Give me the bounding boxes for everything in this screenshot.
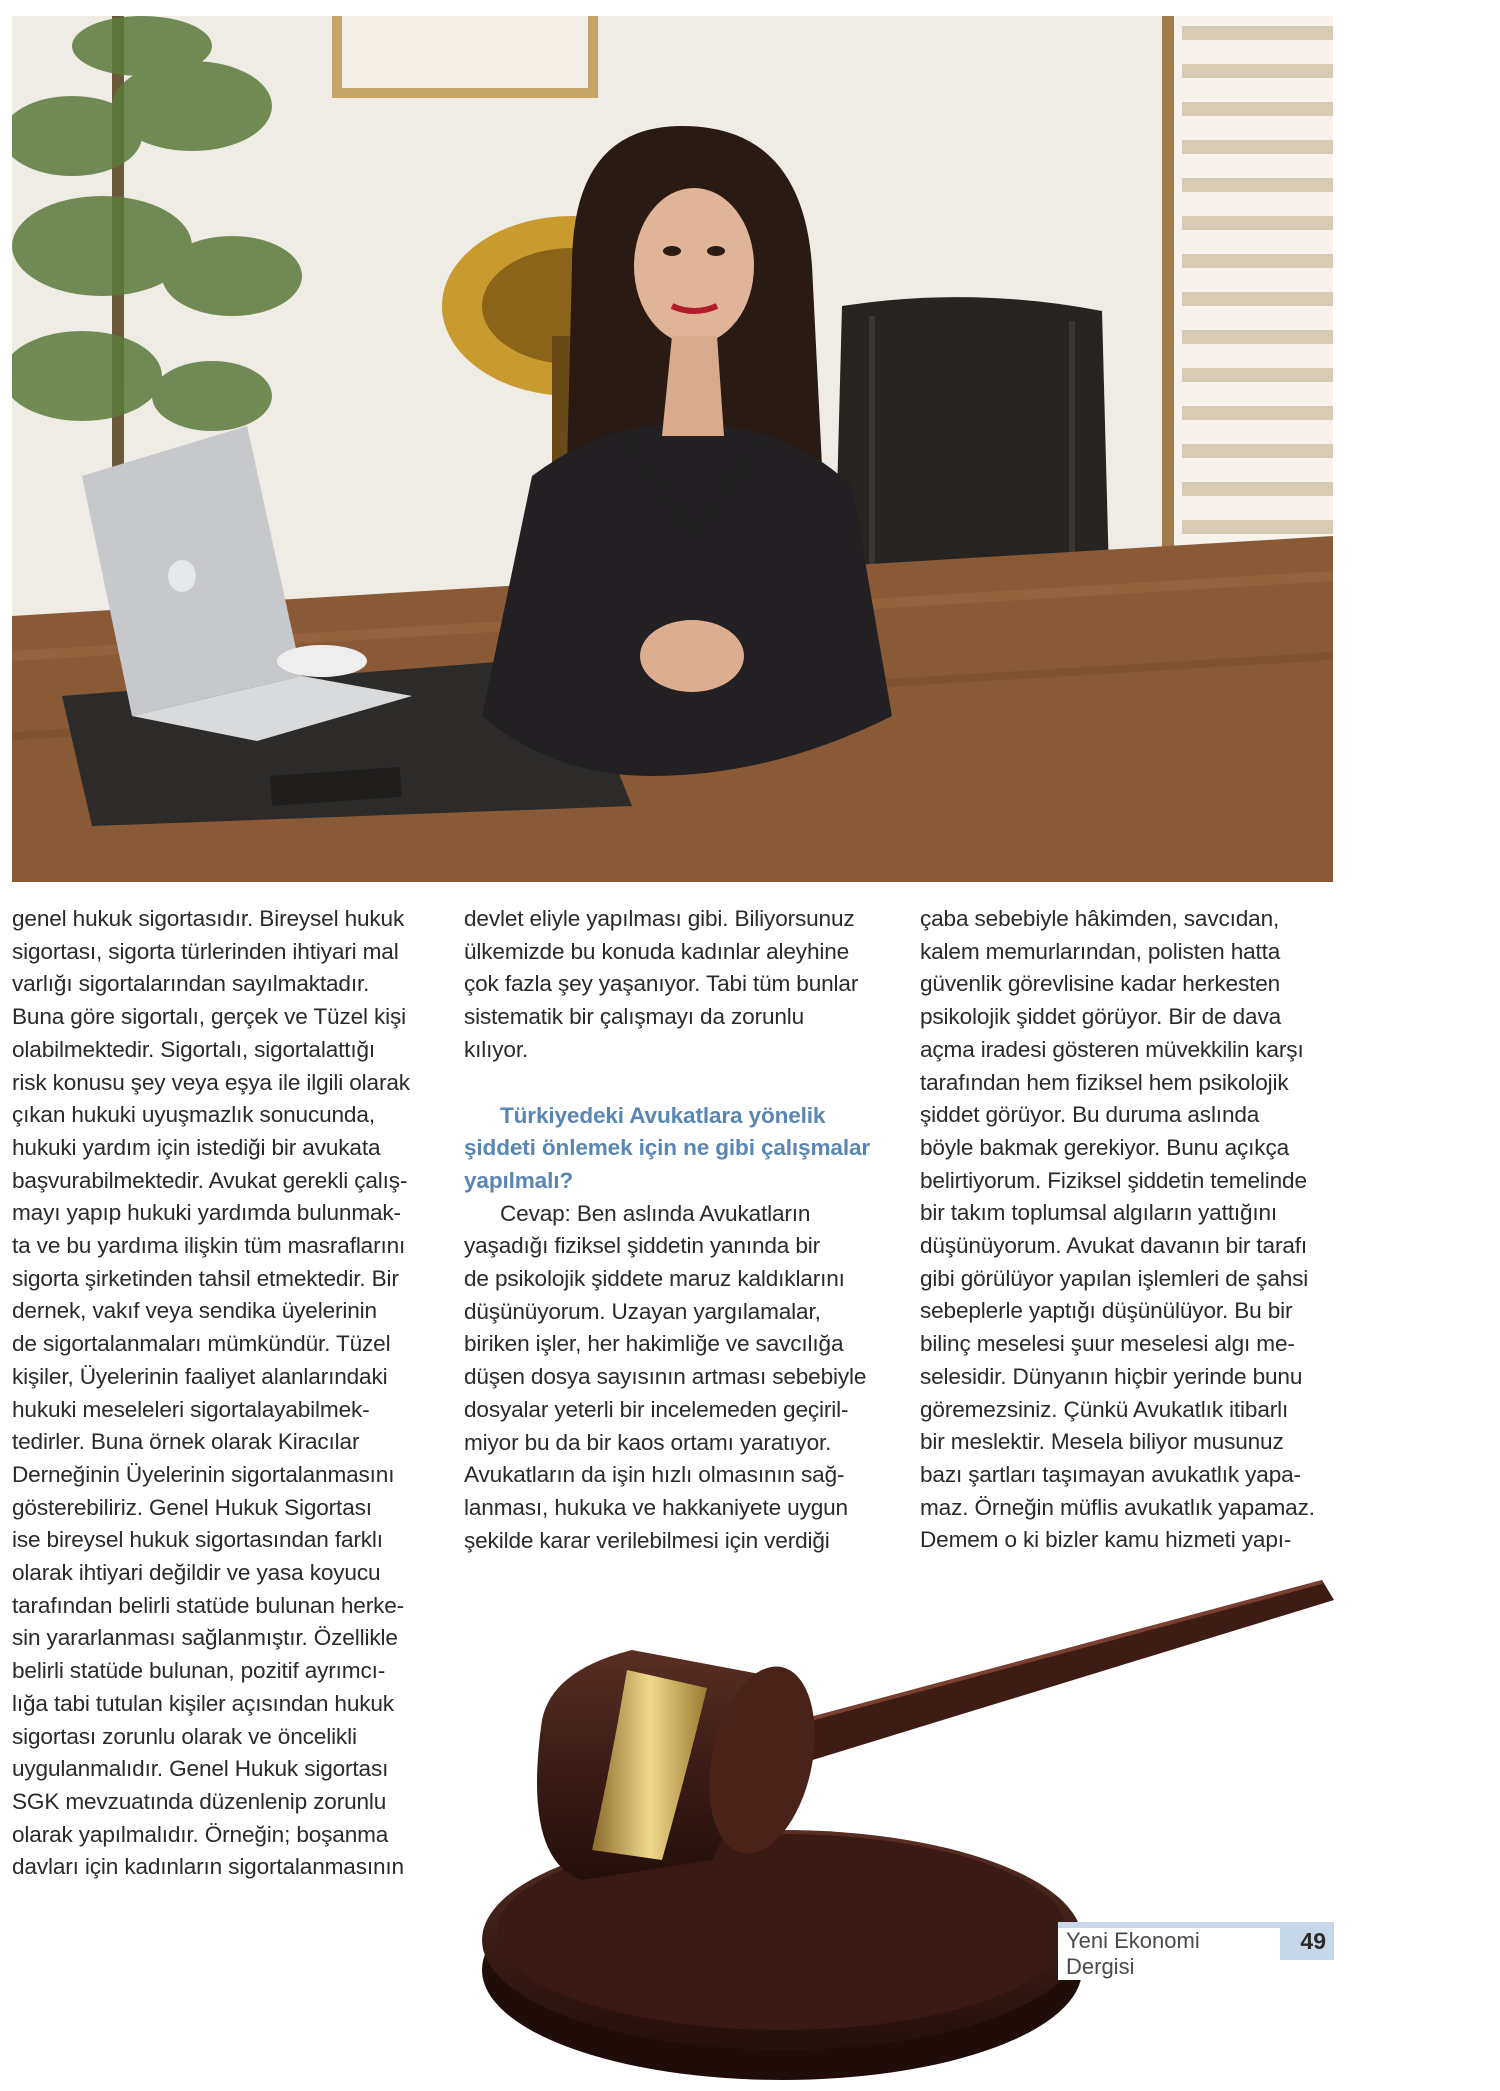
answer-line: biriken işler, her hakimliğe ve savcılığa	[464, 1331, 844, 1357]
body-line: varlığı sigortalarından sayılmaktadır.	[12, 971, 370, 997]
body-line: olarak ihtiyari değildir ve yasa koyucu	[12, 1560, 381, 1586]
body-line: kişiler, Üyelerinin faaliyet alanlarındaki	[12, 1363, 388, 1389]
answer-line: dosyalar yeterli bir incelemeden geçiril-	[464, 1396, 849, 1422]
body-line: Demem o ki bizler kamu hizmeti yapı-	[920, 1527, 1292, 1553]
body-line: tarafından hem fiziksel hem psikolojik	[920, 1069, 1289, 1095]
gavel-icon	[462, 1560, 1342, 2086]
answer-line: Cevap: Ben aslında Avukatların	[500, 1200, 811, 1226]
question-line: Türkiyedeki Avukatlara yönelik	[500, 1102, 826, 1128]
body-line: bilinç meselesi şuur meselesi algı me-	[920, 1331, 1295, 1357]
body-line: de sigortalanmaları mümkündür. Tüzel	[12, 1331, 391, 1357]
body-line: hukuki yardım için istediği bir avukata	[12, 1134, 381, 1160]
office-scene	[12, 16, 1333, 882]
body-line: genel hukuk sigortasıdır. Bireysel hukuk	[12, 906, 405, 931]
body-line: güvenlik görevlisine kadar herkesten	[920, 971, 1281, 997]
article-column-2	[464, 903, 884, 1557]
page-footer	[1058, 1922, 1334, 1979]
body-line: risk konusu şey veya eşya ile ilgili olarak	[12, 1069, 410, 1095]
body-line: bazı şartları taşımayan avukatlık yapa-	[920, 1461, 1301, 1487]
body-line: dernek, vakıf veya sendika üyelerinin	[12, 1298, 377, 1324]
body-line: davları için kadınların sigortalanmasının	[12, 1854, 404, 1880]
answer-line: düşünüyorum. Uzayan yargılamalar,	[464, 1298, 821, 1324]
body-line: belirli statüde bulunan, pozitif ayrımcı-	[12, 1658, 386, 1684]
body-line: olabilmektedir. Sigortalı, sigortalattığı	[12, 1036, 376, 1062]
answer-line: de psikolojik şiddete maruz kaldıklarını	[464, 1266, 845, 1292]
body-line: mayı yapıp hukuki yardımda bulunmak-	[12, 1200, 401, 1226]
magazine-name: Yeni Ekonomi Dergisi	[1058, 1928, 1280, 1980]
body-line: sigortası, sigorta türlerinden ihtiyari mal	[12, 938, 399, 964]
portrait-photo	[12, 16, 1333, 882]
body-line: ülkemizde bu konuda kadınlar aleyhine	[464, 938, 850, 964]
body-line: SGK mevzuatında düzenlenip zorunlu	[12, 1788, 387, 1814]
body-line: gösterebiliriz. Genel Hukuk Sigortası	[12, 1494, 372, 1520]
body-line: çıkan hukuki uyuşmazlık sonucunda,	[12, 1102, 375, 1128]
body-line: bir takım toplumsal algıların yattığını	[920, 1200, 1278, 1226]
page-number: 49	[1300, 1928, 1326, 1954]
answer-line: yaşadığı fiziksel şiddetin yanında bir	[464, 1233, 820, 1259]
body-line: uygulanmalıdır. Genel Hukuk sigortası	[12, 1756, 389, 1782]
body-line: sigorta şirketinden tahsil etmektedir. Bir	[12, 1265, 399, 1291]
body-line: kalem memurlarından, polisten hatta	[920, 938, 1281, 964]
question-line: şiddeti önlemek için ne gibi çalışmalar	[464, 1135, 871, 1161]
body-line: çaba sebebiyle hâkimden, savcıdan,	[920, 906, 1280, 931]
body-line: kılıyor.	[464, 1036, 529, 1062]
body-line: Derneğinin Üyelerinin sigortalanmasını	[12, 1461, 395, 1487]
body-line: böyle bakmak gerekiyor. Bunu açıkça	[920, 1134, 1290, 1160]
article-column-3	[920, 903, 1340, 1557]
body-line: hukuki meseleleri sigortalayabilmek-	[12, 1396, 370, 1422]
body-line: tarafından belirli statüde bulunan herke-	[12, 1592, 405, 1618]
body-line: belirtiyorum. Fiziksel şiddetin temelinde	[920, 1167, 1307, 1193]
interview-question	[464, 1100, 884, 1198]
gavel-image	[462, 1560, 1342, 2086]
answer-line: miyor bu da bir kaos ortamı yaratıyor.	[464, 1429, 832, 1455]
body-line: şiddet görüyor. Bu duruma aslında	[920, 1102, 1260, 1128]
body-line: bir meslektir. Mesela biliyor musunuz	[920, 1429, 1284, 1455]
body-line: lığa tabi tutulan kişiler açısından hukuk	[12, 1690, 394, 1716]
body-line: maz. Örneğin müflis avukatlık yapamaz.	[920, 1494, 1315, 1520]
body-line: göremezsiniz. Çünkü Avukatlık itibarlı	[920, 1396, 1289, 1422]
body-line: gibi görülüyor yapılan işlemleri de şahsi	[920, 1265, 1309, 1291]
body-line: sigortası zorunlu olarak ve öncelikli	[12, 1723, 357, 1749]
body-line: Buna göre sigortalı, gerçek ve Tüzel kişi	[12, 1004, 407, 1030]
body-line: çok fazla şey yaşanıyor. Tabi tüm bunlar	[464, 971, 859, 997]
answer-line: lanması, hukuka ve hakkaniyete uygun	[464, 1494, 848, 1520]
body-line: ta ve bu yardıma ilişkin tüm masraflarını	[12, 1233, 406, 1259]
body-line: düşünüyorum. Avukat davanın bir tarafı	[920, 1233, 1307, 1259]
body-line: selesidir. Dünyanın hiçbir yerinde bunu	[920, 1363, 1303, 1389]
body-line: ise bireysel hukuk sigortasından farklı	[12, 1527, 383, 1553]
answer-line: şekilde karar verilebilmesi için verdiği	[464, 1527, 830, 1553]
body-line: devlet eliyle yapılması gibi. Biliyorsunuz	[464, 906, 855, 931]
body-line: psikolojik şiddet görüyor. Bir de dava	[920, 1004, 1282, 1030]
body-line: tedirler. Buna örnek olarak Kiracılar	[12, 1429, 360, 1455]
question-line: yapılmalı?	[464, 1167, 573, 1193]
body-line: başvurabilmektedir. Avukat gerekli çalış-	[12, 1167, 408, 1193]
answer-line: düşen dosya sayısının artması sebebiyle	[464, 1364, 867, 1390]
body-line: sebeplerle yaptığı düşünülüyor. Bu bir	[920, 1298, 1293, 1324]
body-line: sin yararlanması sağlanmıştır. Özellikle	[12, 1625, 398, 1651]
body-line: sistematik bir çalışmayı da zorunlu	[464, 1004, 805, 1030]
article-column-1	[12, 903, 430, 1884]
body-line: olarak yapılmalıdır. Örneğin; boşanma	[12, 1821, 389, 1847]
answer-line: Avukatların da işin hızlı olmasının sağ-	[464, 1462, 845, 1488]
body-line: açma iradesi gösteren müvekkilin karşı	[920, 1036, 1304, 1062]
